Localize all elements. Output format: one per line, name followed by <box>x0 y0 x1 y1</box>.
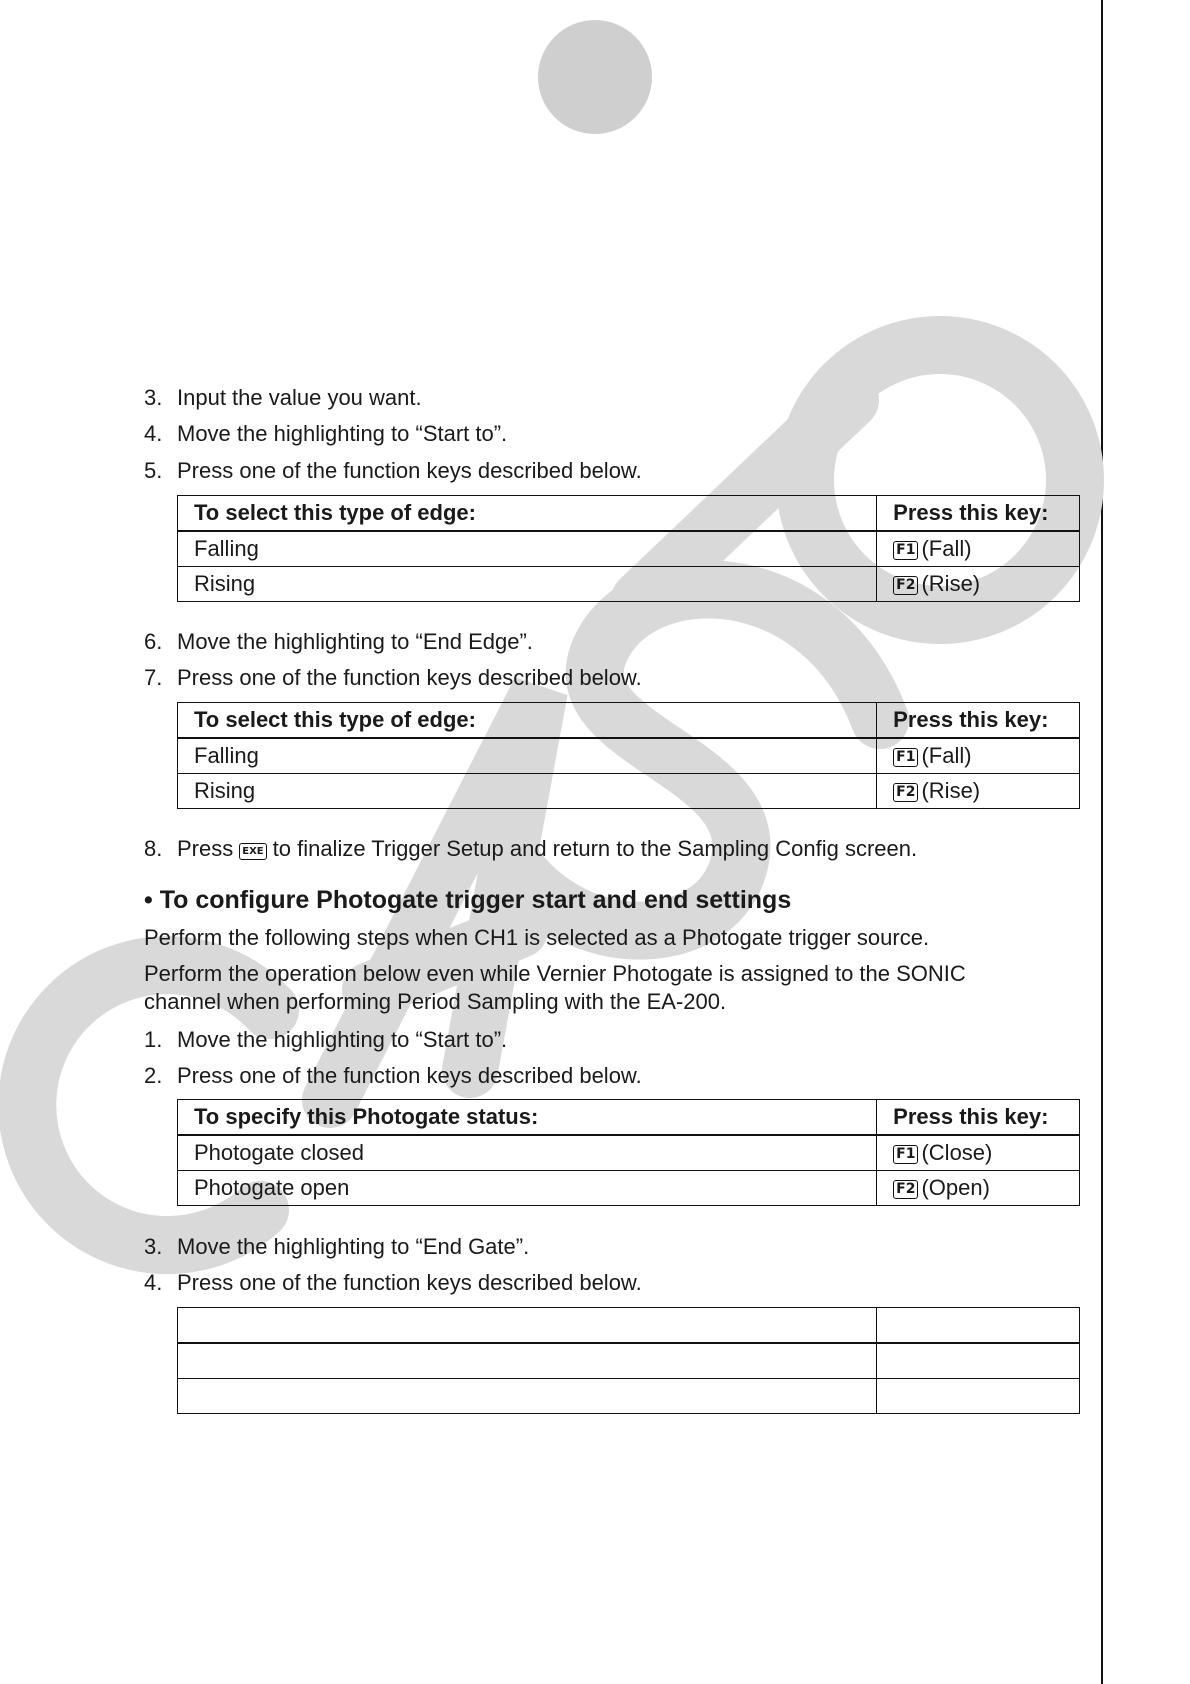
section-heading: • To configure Photogate trigger start and end settings <box>144 886 792 914</box>
table-row <box>178 1379 1080 1414</box>
f1-key-icon: F1 <box>893 1145 918 1164</box>
column-header <box>178 1308 877 1344</box>
step-7-press-key: 7. Press one of the function keys described below. <box>144 665 642 690</box>
step-4-start-to: 4. Move the highlighting to “Start to”. <box>144 421 508 446</box>
watermark-text: CASIO <box>12 1679 19 1681</box>
section-intro-paragraph: Perform the following steps when CH1 is selected as a Photogate trigger source. <box>144 925 930 950</box>
f1-key-icon: F1 <box>893 541 918 560</box>
table-row <box>178 531 1080 567</box>
step-3-end-gate: 3. Move the highlighting to “End Gate”. <box>144 1234 530 1259</box>
column-header: Press this key: <box>877 703 1080 739</box>
key-cell: F1 (Fall) <box>877 531 1080 567</box>
column-header: To select this type of edge: <box>178 496 877 532</box>
step-6-end-edge: 6. Move the highlighting to “End Edge”. <box>144 629 533 654</box>
end-edge-key-table <box>177 702 1080 809</box>
step-5-press-key: 5. Press one of the function keys described below. <box>144 458 642 483</box>
edge-type-cell: Rising <box>178 774 877 809</box>
key-cell: F2 (Open) <box>877 1171 1080 1206</box>
start-edge-key-table <box>177 495 1080 602</box>
photogate-status-cell: Photogate open <box>178 1171 877 1206</box>
column-header: Press this key: <box>877 496 1080 532</box>
key-cell: F1 (Fall) <box>877 738 1080 774</box>
exe-key-icon: EXE <box>239 843 266 860</box>
column-header: Press this key: <box>877 1100 1080 1136</box>
table-header-row <box>178 1308 1080 1344</box>
key-cell: F2 (Rise) <box>877 774 1080 809</box>
step-1-start-to: 1. Move the highlighting to “Start to”. <box>144 1027 508 1052</box>
table-header-row <box>178 1100 1080 1136</box>
table-row <box>178 1343 1080 1379</box>
table-row <box>178 1171 1080 1206</box>
edge-type-cell: Falling <box>178 738 877 774</box>
step-8-finalize: 8. Press EXE to finalize Trigger Setup and return to the Sampling Config screen. <box>144 836 918 861</box>
table-header-row <box>178 703 1080 739</box>
column-header <box>877 1308 1080 1344</box>
f2-key-icon: F2 <box>893 576 918 595</box>
table-row <box>178 1135 1080 1171</box>
table-header-row <box>178 496 1080 532</box>
table-row <box>178 567 1080 602</box>
column-header: To select this type of edge: <box>178 703 877 739</box>
photogate-end-key-table-empty <box>177 1307 1080 1414</box>
table-row <box>178 774 1080 809</box>
step-4-press-key: 4. Press one of the function keys described below. <box>144 1270 642 1295</box>
f2-key-icon: F2 <box>893 1180 918 1199</box>
section-note-paragraph: Perform the operation below even while Vernier Photogate is assigned to the SONIC channel when performing Period Sampling with the EA-200. <box>144 961 966 1014</box>
f2-key-icon: F2 <box>893 783 918 802</box>
f1-key-icon: F1 <box>893 748 918 767</box>
edge-type-cell: Falling <box>178 531 877 567</box>
column-header: To specify this Photogate status: <box>178 1100 877 1136</box>
edge-type-cell: Rising <box>178 567 877 602</box>
step-2-press-key: 2. Press one of the function keys described below. <box>144 1063 642 1088</box>
photogate-start-key-table <box>177 1099 1080 1206</box>
photogate-status-cell: Photogate closed <box>178 1135 877 1171</box>
table-row <box>178 738 1080 774</box>
step-3-input: 3. Input the value you want. <box>144 385 422 410</box>
key-cell: F2 (Rise) <box>877 567 1080 602</box>
key-cell: F1 (Close) <box>877 1135 1080 1171</box>
